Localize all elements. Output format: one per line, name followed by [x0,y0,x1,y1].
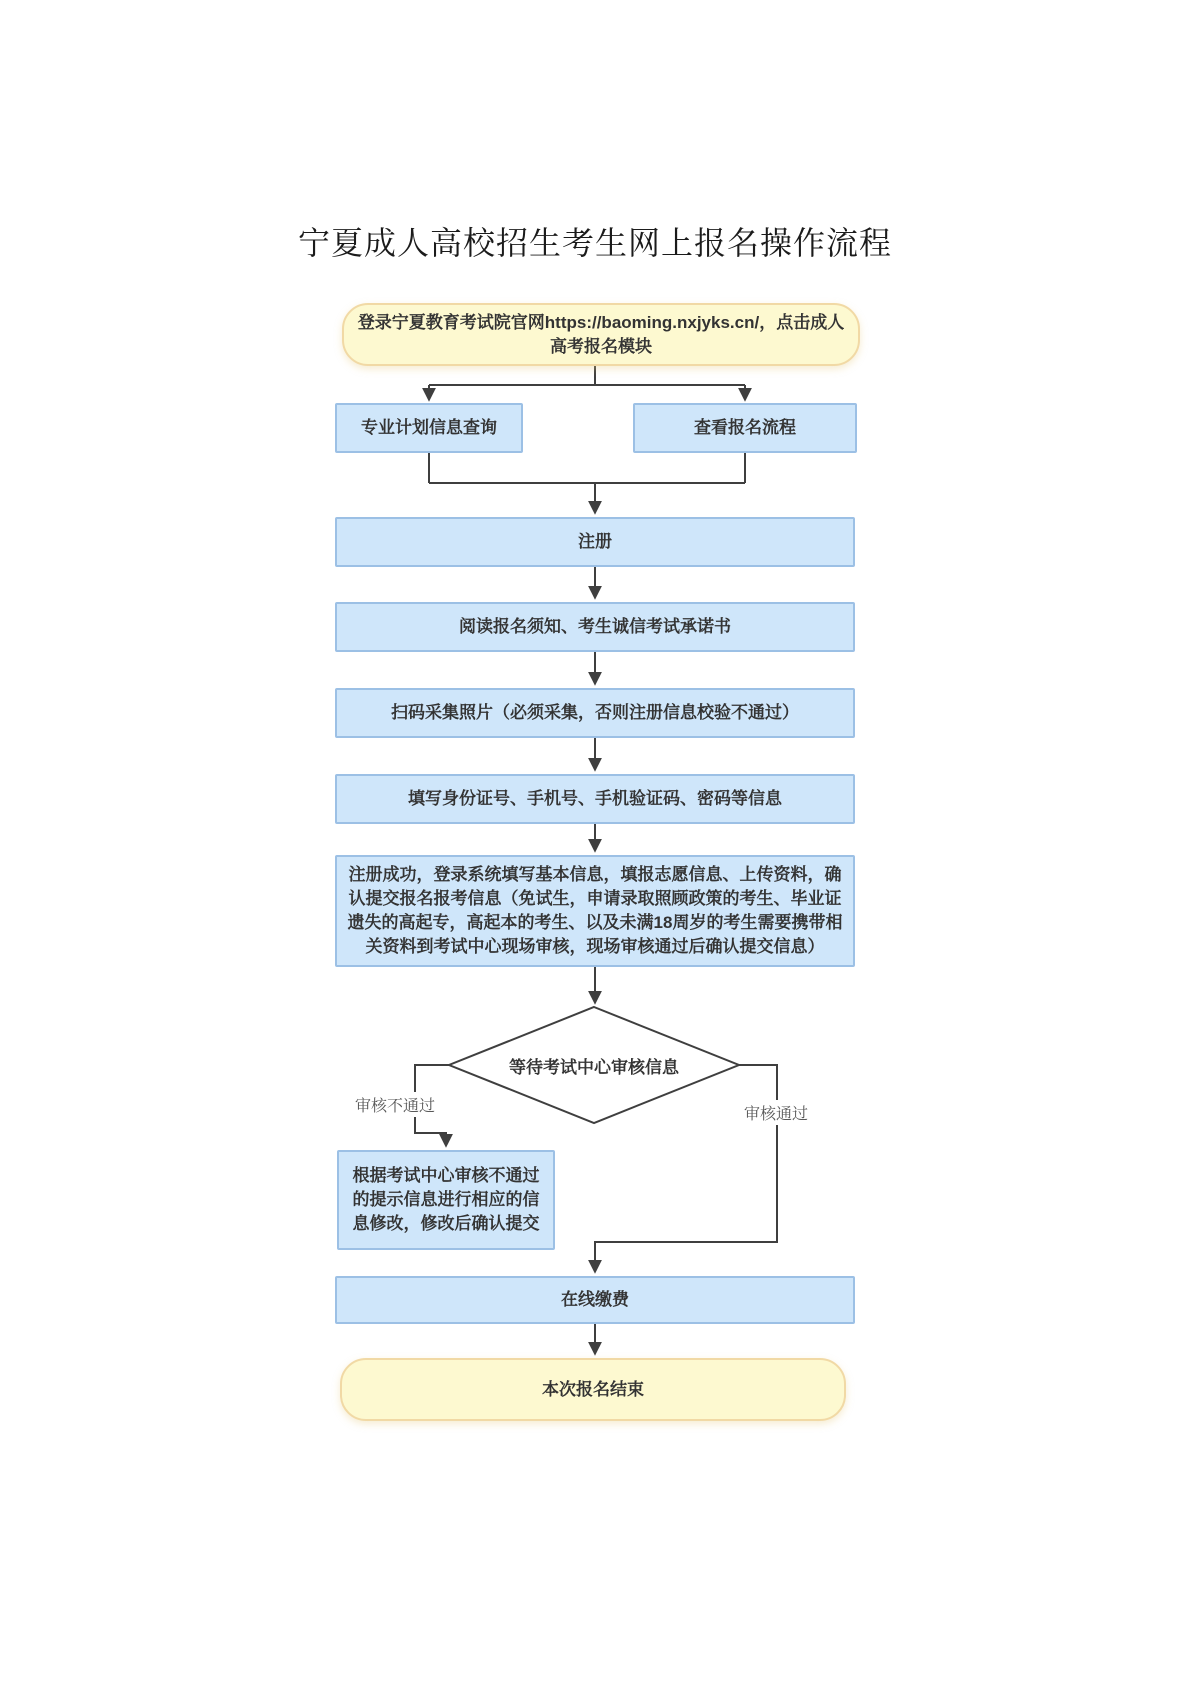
read-notice-node: 阅读报名须知、考生诚信考试承诺书 [335,602,855,652]
modify-node: 根据考试中心审核不通过的提示信息进行相应的信息修改，修改后确认提交 [337,1150,555,1250]
reject-edge-label: 审核不通过 [352,1092,438,1117]
scan-photo-node: 扫码采集照片（必须采集，否则注册信息校验不通过） [335,688,855,738]
fill-info-node: 填写身份证号、手机号、手机验证码、密码等信息 [335,774,855,824]
approve-edge-label: 审核通过 [741,1100,811,1125]
start-node: 登录宁夏教育考试院官网https://baoming.nxjyks.cn/，点击成人高考报名模块 [342,303,860,366]
page-title: 宁夏成人高校招生考生网上报名操作流程 [297,225,892,261]
register-node: 注册 [335,517,855,567]
view-process-node: 查看报名流程 [633,403,857,453]
decision-node-label: 等待考试中心审核信息 [509,1058,679,1077]
pay-node: 在线缴费 [335,1276,855,1324]
submit-info-node: 注册成功，登录系统填写基本信息，填报志愿信息、上传资料，确认提交报名报考信息（免试生，申请录取照顾政策的考生、毕业证遗失的高起专，高起本的考生、以及未满18周岁的考生需要携带相关资料到考试中心现场审核，现场审核通过后确认提交信息） [335,855,855,967]
plan-query-node: 专业计划信息查询 [335,403,523,453]
end-node: 本次报名结束 [340,1358,846,1421]
